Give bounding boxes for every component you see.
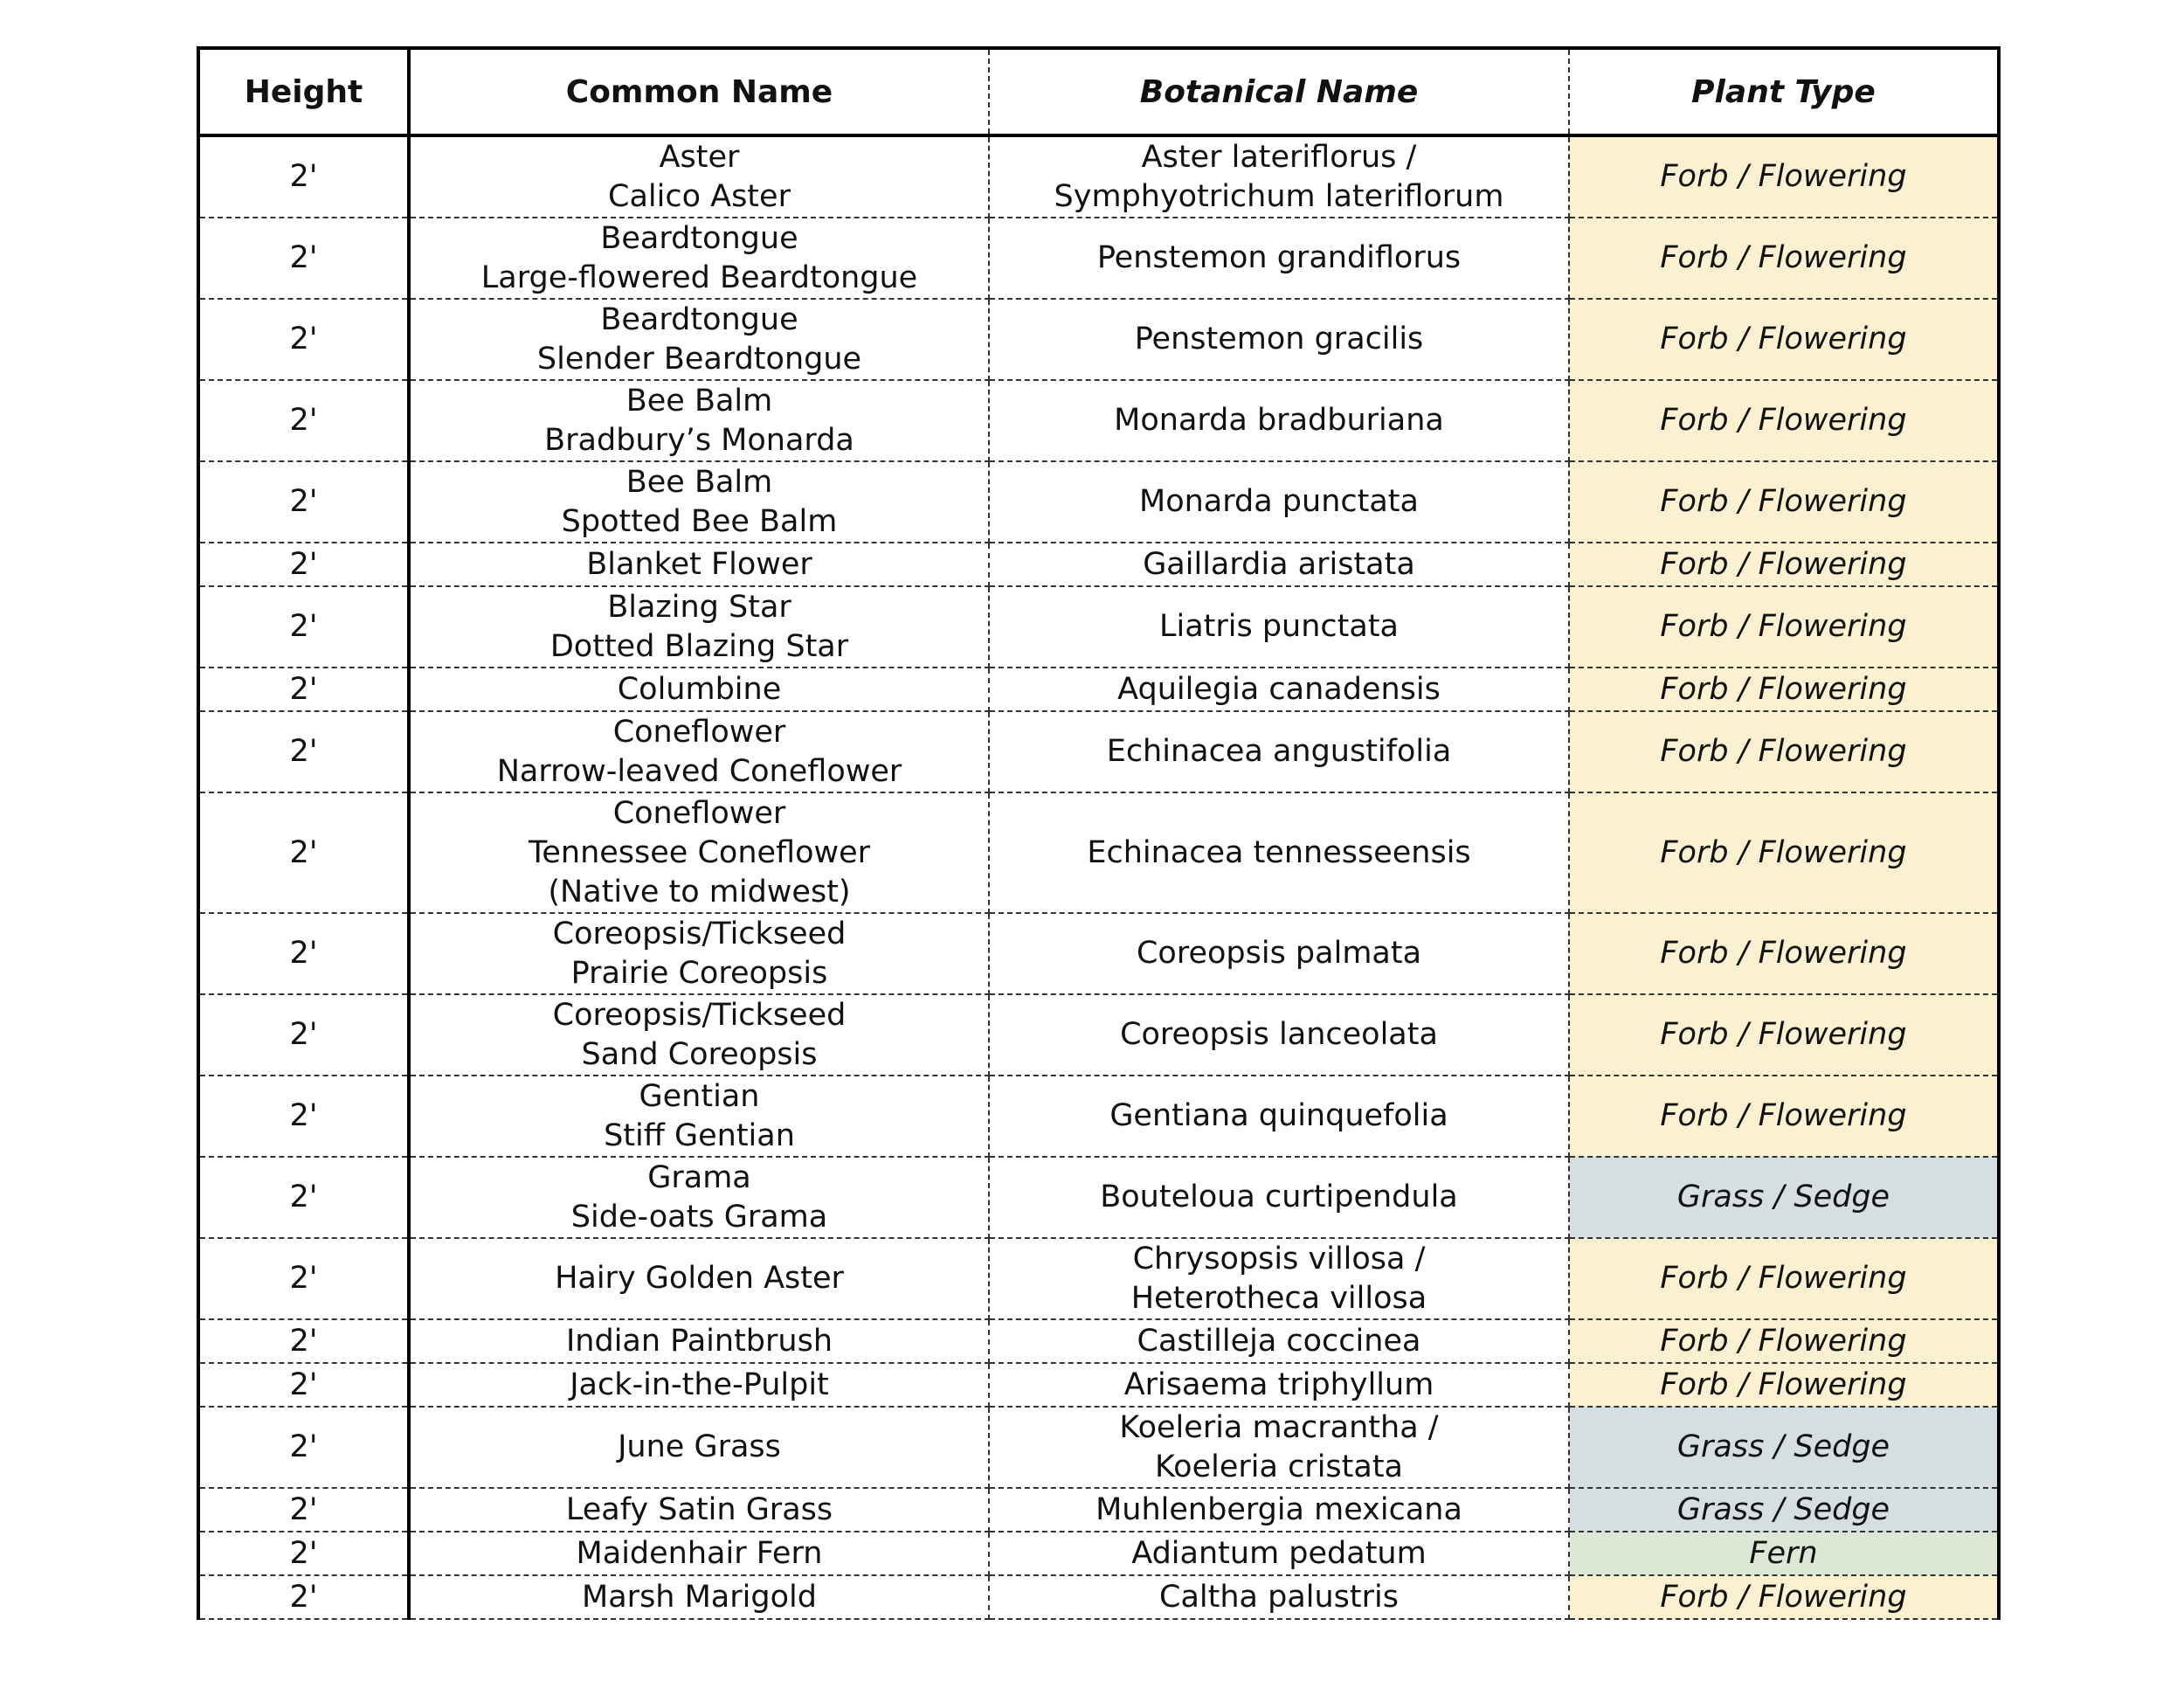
cell-common-name bbox=[409, 1363, 989, 1407]
cell-botanical-name bbox=[989, 668, 1569, 711]
cell-height: 2' bbox=[198, 1238, 409, 1319]
cell-height: 2' bbox=[198, 1532, 409, 1575]
cell-common-name bbox=[409, 543, 989, 586]
table-row bbox=[198, 1363, 1999, 1407]
cell-plant-type: Forb / Flowering bbox=[1569, 711, 1999, 792]
cell-plant-type: Grass / Sedge bbox=[1569, 1407, 1999, 1488]
cell-height: 2' bbox=[198, 543, 409, 586]
cell-common-name bbox=[409, 668, 989, 711]
botanical-name-line: Penstemon gracilis bbox=[1134, 322, 1424, 356]
common-name-line: Coneflower bbox=[612, 795, 786, 831]
common-name-line: Coreopsis/Tickseed bbox=[552, 916, 847, 951]
cell-plant-type: Grass / Sedge bbox=[1569, 1488, 1999, 1532]
table-row bbox=[198, 299, 1999, 380]
common-name-line: Stiff Gentian bbox=[604, 1117, 795, 1153]
table-row bbox=[198, 711, 1999, 792]
cell-botanical-name bbox=[989, 994, 1569, 1076]
cell-height: 2' bbox=[198, 380, 409, 461]
cell-height: 2' bbox=[198, 1575, 409, 1619]
cell-plant-type: Forb / Flowering bbox=[1569, 461, 1999, 543]
table-row bbox=[198, 543, 1999, 586]
table-row bbox=[198, 135, 1999, 218]
cell-plant-type: Forb / Flowering bbox=[1569, 135, 1999, 218]
botanical-name-line: Symphyotrichum lateriflorum bbox=[1054, 178, 1504, 214]
header-common-name: Common Name bbox=[409, 48, 989, 135]
cell-height: 2' bbox=[198, 1319, 409, 1363]
cell-height: 2' bbox=[198, 792, 409, 913]
common-name-line: Sand Coreopsis bbox=[581, 1036, 818, 1072]
cell-plant-type: Grass / Sedge bbox=[1569, 1157, 1999, 1238]
botanical-name-line: Echinacea angustifolia bbox=[1106, 734, 1452, 769]
table-row bbox=[198, 1238, 1999, 1319]
cell-height: 2' bbox=[198, 668, 409, 711]
cell-plant-type: Forb / Flowering bbox=[1569, 586, 1999, 668]
table-row bbox=[198, 586, 1999, 668]
common-name-line: Marsh Marigold bbox=[582, 1579, 817, 1615]
common-name-line: Tennessee Coneflower bbox=[528, 834, 871, 870]
table-body bbox=[198, 135, 1999, 1619]
header-row bbox=[198, 48, 1999, 135]
cell-common-name bbox=[409, 135, 989, 218]
common-name-line: Narrow-leaved Coneflower bbox=[496, 753, 902, 789]
botanical-name-line: Monarda bradburiana bbox=[1114, 403, 1444, 438]
table-row bbox=[198, 1575, 1999, 1619]
cell-plant-type: Forb / Flowering bbox=[1569, 792, 1999, 913]
botanical-name-line: Castilleja coccinea bbox=[1137, 1323, 1421, 1359]
cell-plant-type: Forb / Flowering bbox=[1569, 1363, 1999, 1407]
common-name-line: Blanket Flower bbox=[586, 546, 812, 582]
botanical-name-line: Gaillardia aristata bbox=[1143, 546, 1415, 582]
common-name-line: Columbine bbox=[617, 671, 782, 707]
botanical-name-line: Gentiana quinquefolia bbox=[1109, 1098, 1448, 1133]
common-name-line: Bradbury’s Monarda bbox=[544, 422, 854, 458]
cell-botanical-name bbox=[989, 711, 1569, 792]
cell-height: 2' bbox=[198, 299, 409, 380]
cell-height: 2' bbox=[198, 1407, 409, 1488]
common-name-line: (Native to midwest) bbox=[548, 874, 851, 910]
cell-botanical-name bbox=[989, 299, 1569, 380]
common-name-line: Gentian bbox=[639, 1078, 760, 1114]
table-row bbox=[198, 668, 1999, 711]
common-name-line: Coreopsis/Tickseed bbox=[552, 997, 847, 1033]
cell-plant-type: Forb / Flowering bbox=[1569, 1319, 1999, 1363]
cell-common-name bbox=[409, 1319, 989, 1363]
cell-common-name bbox=[409, 1488, 989, 1532]
table-row bbox=[198, 913, 1999, 994]
cell-botanical-name bbox=[989, 543, 1569, 586]
cell-plant-type: Forb / Flowering bbox=[1569, 1238, 1999, 1319]
table-row bbox=[198, 461, 1999, 543]
cell-plant-type: Fern bbox=[1569, 1532, 1999, 1575]
cell-plant-type: Forb / Flowering bbox=[1569, 1076, 1999, 1157]
table-row bbox=[198, 1407, 1999, 1488]
cell-height: 2' bbox=[198, 461, 409, 543]
common-name-line: Indian Paintbrush bbox=[565, 1323, 833, 1359]
common-name-line: Beardtongue bbox=[600, 301, 798, 337]
cell-botanical-name bbox=[989, 1532, 1569, 1575]
cell-botanical-name bbox=[989, 218, 1569, 299]
common-name-line: Bee Balm bbox=[625, 464, 773, 500]
cell-botanical-name bbox=[989, 913, 1569, 994]
header-botanical-name: Botanical Name bbox=[989, 48, 1569, 135]
cell-botanical-name bbox=[989, 792, 1569, 913]
plant-table-container bbox=[197, 46, 1997, 1620]
table-row bbox=[198, 1488, 1999, 1532]
common-name-line: Jack-in-the-Pulpit bbox=[570, 1366, 829, 1402]
botanical-name-line: Chrysopsis villosa / bbox=[1132, 1241, 1426, 1276]
cell-plant-type: Forb / Flowering bbox=[1569, 218, 1999, 299]
cell-botanical-name bbox=[989, 1575, 1569, 1619]
cell-height: 2' bbox=[198, 994, 409, 1076]
botanical-name-line: Aster lateriflorus / bbox=[1141, 139, 1417, 175]
common-name-line: June Grass bbox=[618, 1429, 781, 1464]
cell-common-name bbox=[409, 913, 989, 994]
botanical-name-line: Liatris punctata bbox=[1158, 609, 1400, 644]
botanical-name-line: Coreopsis lanceolata bbox=[1120, 1017, 1438, 1052]
cell-common-name bbox=[409, 994, 989, 1076]
cell-botanical-name bbox=[989, 380, 1569, 461]
cell-botanical-name bbox=[989, 135, 1569, 218]
table-row bbox=[198, 994, 1999, 1076]
cell-height: 2' bbox=[198, 913, 409, 994]
cell-botanical-name bbox=[989, 1157, 1569, 1238]
cell-plant-type: Forb / Flowering bbox=[1569, 668, 1999, 711]
cell-height: 2' bbox=[198, 135, 409, 218]
header-height: Height bbox=[198, 48, 409, 135]
botanical-name-line: Caltha palustris bbox=[1159, 1579, 1399, 1615]
common-name-line: Spotted Bee Balm bbox=[561, 503, 838, 539]
cell-common-name bbox=[409, 1157, 989, 1238]
common-name-line: Blazing Star bbox=[607, 589, 791, 625]
botanical-name-line: Penstemon grandiflorus bbox=[1096, 240, 1462, 275]
botanical-name-line: Heterotheca villosa bbox=[1130, 1280, 1427, 1316]
cell-common-name bbox=[409, 380, 989, 461]
common-name-line: Dotted Blazing Star bbox=[549, 628, 849, 664]
cell-plant-type: Forb / Flowering bbox=[1569, 543, 1999, 586]
cell-botanical-name bbox=[989, 1076, 1569, 1157]
cell-common-name bbox=[409, 218, 989, 299]
cell-height: 2' bbox=[198, 711, 409, 792]
table-row bbox=[198, 792, 1999, 913]
cell-height: 2' bbox=[198, 1363, 409, 1407]
cell-height: 2' bbox=[198, 218, 409, 299]
cell-common-name bbox=[409, 711, 989, 792]
common-name-line: Maidenhair Fern bbox=[576, 1535, 823, 1571]
table-row bbox=[198, 1532, 1999, 1575]
cell-botanical-name bbox=[989, 461, 1569, 543]
cell-common-name bbox=[409, 1076, 989, 1157]
cell-common-name bbox=[409, 1407, 989, 1488]
cell-common-name bbox=[409, 461, 989, 543]
cell-plant-type: Forb / Flowering bbox=[1569, 994, 1999, 1076]
header-plant-type: Plant Type bbox=[1569, 48, 1999, 135]
cell-botanical-name bbox=[989, 1319, 1569, 1363]
common-name-line: Calico Aster bbox=[608, 178, 791, 214]
common-name-line: Side-oats Grama bbox=[570, 1199, 828, 1235]
botanical-name-line: Muhlenbergia mexicana bbox=[1095, 1491, 1462, 1527]
cell-height: 2' bbox=[198, 586, 409, 668]
common-name-line: Coneflower bbox=[612, 714, 786, 750]
cell-botanical-name bbox=[989, 586, 1569, 668]
botanical-name-line: Coreopsis palmata bbox=[1136, 936, 1422, 971]
cell-plant-type: Forb / Flowering bbox=[1569, 1575, 1999, 1619]
cell-botanical-name bbox=[989, 1238, 1569, 1319]
cell-botanical-name bbox=[989, 1363, 1569, 1407]
table-row bbox=[198, 1076, 1999, 1157]
botanical-name-line: Arisaema triphyllum bbox=[1123, 1366, 1434, 1402]
table-row bbox=[198, 380, 1999, 461]
plant-table bbox=[197, 46, 2001, 1620]
common-name-line: Large-flowered Beardtongue bbox=[480, 259, 918, 295]
botanical-name-line: Echinacea tennesseensis bbox=[1087, 834, 1471, 870]
common-name-line: Bee Balm bbox=[625, 383, 773, 419]
common-name-line: Slender Beardtongue bbox=[536, 341, 862, 377]
common-name-line: Prairie Coreopsis bbox=[570, 955, 828, 991]
cell-common-name bbox=[409, 1575, 989, 1619]
table-row bbox=[198, 1319, 1999, 1363]
cell-common-name bbox=[409, 1532, 989, 1575]
common-name-line: Leafy Satin Grass bbox=[565, 1491, 833, 1527]
cell-botanical-name bbox=[989, 1488, 1569, 1532]
botanical-name-line: Bouteloua curtipendula bbox=[1100, 1180, 1458, 1214]
table-row bbox=[198, 218, 1999, 299]
cell-common-name bbox=[409, 792, 989, 913]
cell-common-name bbox=[409, 586, 989, 668]
cell-height: 2' bbox=[198, 1488, 409, 1532]
cell-height: 2' bbox=[198, 1076, 409, 1157]
cell-plant-type: Forb / Flowering bbox=[1569, 299, 1999, 380]
botanical-name-line: Koeleria cristata bbox=[1154, 1449, 1404, 1484]
common-name-line: Hairy Golden Aster bbox=[555, 1261, 844, 1296]
common-name-line: Aster bbox=[659, 139, 740, 175]
common-name-line: Grama bbox=[647, 1159, 751, 1195]
table-row bbox=[198, 1157, 1999, 1238]
common-name-line: Beardtongue bbox=[600, 220, 798, 256]
botanical-name-line: Monarda punctata bbox=[1139, 484, 1419, 519]
botanical-name-line: Aquilegia canadensis bbox=[1117, 671, 1441, 707]
cell-plant-type: Forb / Flowering bbox=[1569, 913, 1999, 994]
cell-common-name bbox=[409, 299, 989, 380]
cell-height: 2' bbox=[198, 1157, 409, 1238]
botanical-name-line: Adiantum pedatum bbox=[1131, 1535, 1427, 1571]
botanical-name-line: Koeleria macrantha / bbox=[1119, 1409, 1439, 1445]
cell-plant-type: Forb / Flowering bbox=[1569, 380, 1999, 461]
cell-botanical-name bbox=[989, 1407, 1569, 1488]
cell-common-name bbox=[409, 1238, 989, 1319]
